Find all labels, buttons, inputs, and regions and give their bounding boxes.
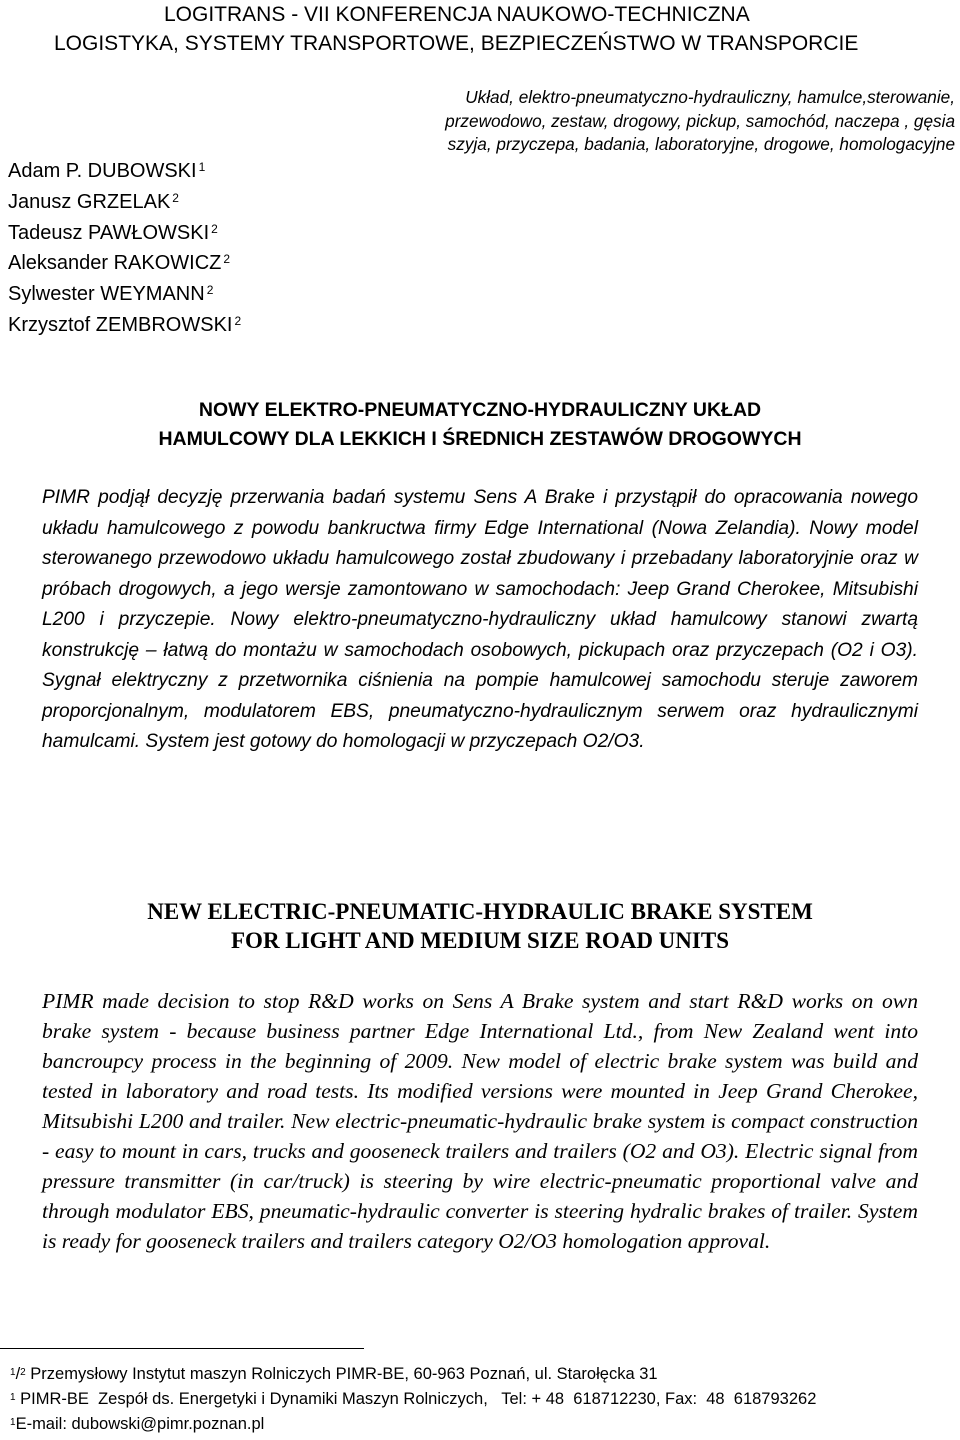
footnotes (10, 1362, 955, 1437)
affiliation-marker: 2 (172, 190, 179, 205)
conference-subtitle: LOGISTYKA, SYSTEMY TRANSPORTOWE, BEZPIECZEŃSTWO W TRANSPORCIE (54, 32, 859, 55)
paper-title-polish: NOWY ELEKTRO-PNEUMATYCZNO-HYDRAULICZNY UKŁAD HAMULCOWY DLA LEKKICH I ŚREDNICH ZESTAWÓW DROGOWYCH (158, 399, 802, 450)
footnote: $^1$/$^2$ Przemysłowy Instytut maszyn Rolniczych PIMR-BE, 60-963 Poznań, ul. Starołęcka 31 (10, 1365, 658, 1383)
affiliation-marker: 2 (223, 252, 231, 267)
affiliation-marker: 2 (211, 221, 218, 236)
keywords (380, 86, 955, 157)
author: Adam P. DUBOWSKI $^1$ (8, 160, 206, 182)
author: Krzysztof ZEMBROWSKI $^2$ (8, 313, 242, 336)
affiliation-marker: 2 (234, 313, 242, 328)
abstract-english: PIMR made decision to stop R&D works on Sens A Brake system and start R&D works on own brake system - because business partner Edge International Ltd., from New Zealand went into bancroupcy process in the beginning of 2009. New model of electric brake system was build and tested in laboratory and road tests. Its modified versions were mounted in Jeep Grand Cherokee, Mitsubishi L200 and trailer. New electric-pneumatic-hydraulic brake system is compact construction - easy to mount in cars, trucks and gooseneck trailers and trailers (O2 and O3). Electric signal from pressure transmitter (in car/truck) is steering by wire electric-pneumatic proportional valve and through modulator EBS, pneumatic-hydraulic converter is steering hydralic brakes of trailer. System is ready for gooseneck trailers and trailers category O2/O3 homologation approval. (42, 989, 918, 1253)
email-link[interactable]: E-mail: dubowski@pimr.poznan.pl (15, 1415, 265, 1433)
abstract-polish: PIMR podjął decyzję przerwania badań systemu Sens A Brake i przystąpił do opracowania nowego układu hamulcowego z powodu bankructwa firmy Edge International (Nowa Zelandia). Nowy model sterowanego przewodowo układu hamulcowego został zbudowany i przebadany laboratoryjnie oraz w próbach drogowych, a jego wersje zamontowano w samochodach: Jeep Grand Cherokee, Mitsubishi L200 i przyczepie. Nowy elektro-pneumatyczno-hydrauliczny układ hamulcowy stanowi zwartą konstrukcję – łatwą do montażu w samochodach osobowych, pickupach oraz przyczepach (O2 i O3). Sygnał elektryczny z przetwornika ciśnienia na pompie hamulcowej samochodu steruje zaworem proporcjonalnym, modulatorem EBS, pneumatyczno-hydraulicznym serwem oraz hydraulicznymi hamulcami. System jest gotowy do homologacji w przyczepach O2/O3. (42, 487, 918, 752)
keywords-line: Układ, elektro-pneumatyczno-hydrauliczny, hamulce,sterowanie, (465, 87, 955, 107)
affiliation-marker: 2 (206, 283, 214, 298)
paper-title-english: NEW ELECTRIC-PNEUMATIC-HYDRAULIC BRAKE SYSTEM FOR LIGHT AND MEDIUM SIZE ROAD UNITS (147, 899, 813, 953)
author-list (8, 156, 368, 341)
author: Aleksander RAKOWICZ $^2$ (8, 252, 231, 275)
keywords-line: przewodowo, zestaw, drogowy, pickup, samochód, naczepa , gęsia (445, 110, 955, 131)
footnote: $^1$E-mail: dubowski@pimr.poznan.pl (10, 1415, 265, 1433)
keywords-line: szyja, przyczepa, badania, laboratoryjne, drogowe, homologacyjne (447, 134, 955, 154)
footnote-divider (0, 1348, 364, 1349)
author: Janusz GRZELAK $^2$ (8, 190, 179, 213)
author: Sylwester WEYMANN $^2$ (8, 283, 214, 306)
conference-title: LOGITRANS - VII KONFERENCJA NAUKOWO-TECHNICZNA (164, 3, 750, 26)
footnote: $^1$ PIMR-BE Zespół ds. Energetyki i Dynamiki Maszyn Rolniczych, Tel: + 48 618712230, Fax: 48 618793262 (10, 1390, 817, 1408)
affiliation-marker: 1 (198, 160, 206, 174)
author: Tadeusz PAWŁOWSKI $^2$ (8, 221, 218, 244)
